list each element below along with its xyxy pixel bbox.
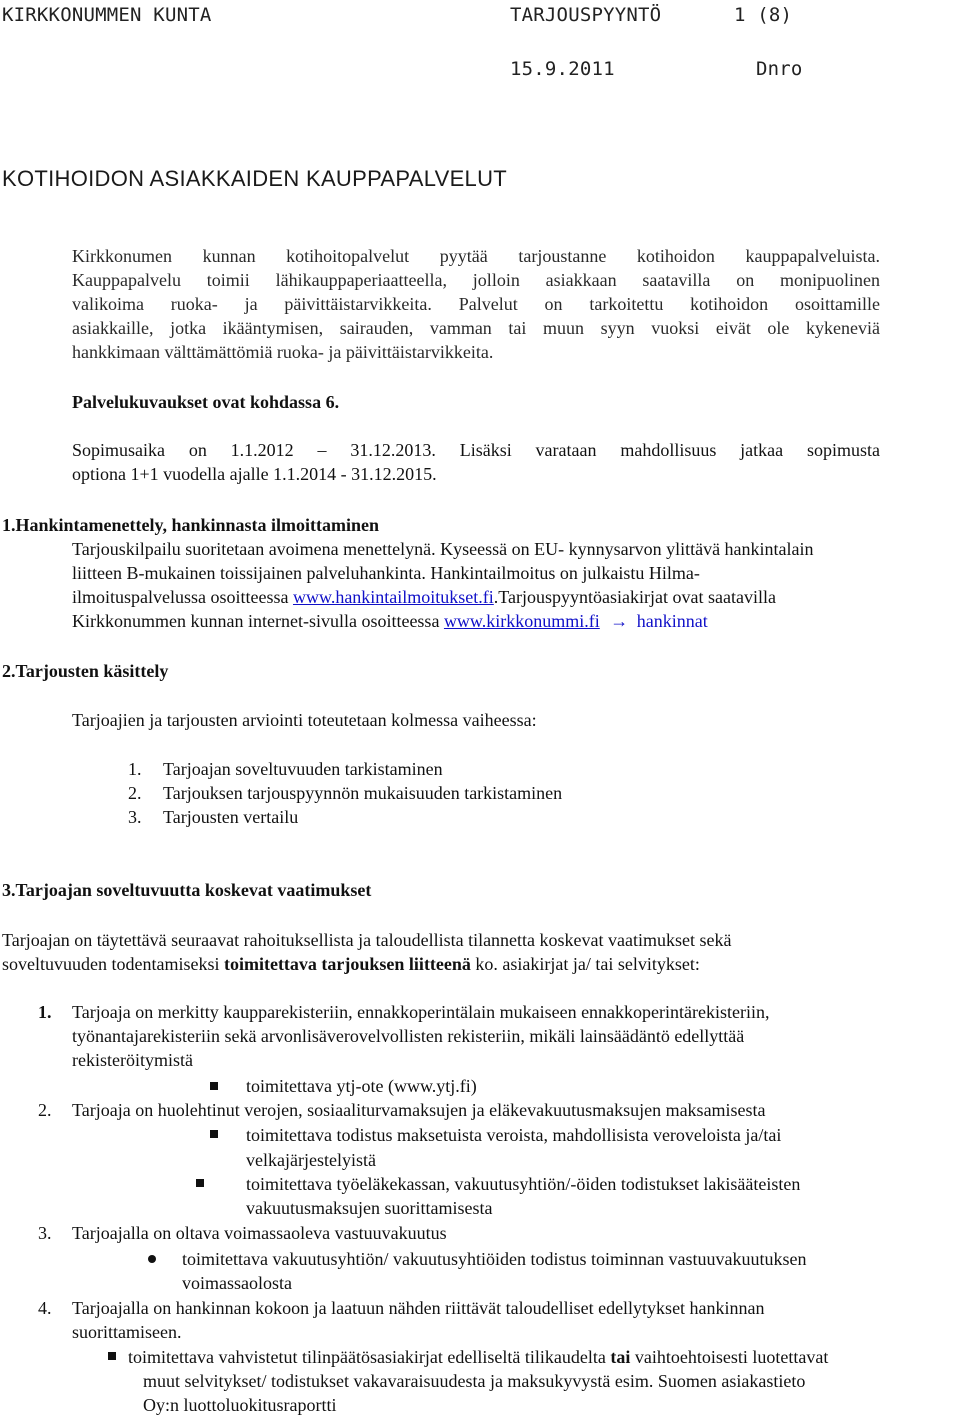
bullet-tail-text: vaihtoehtoisesti luotettavat bbox=[630, 1347, 829, 1367]
requirement-3-bullet-line-1: toimitettava vakuutusyhtiön/ vakuutusyhtiöiden todistus toiminnan vastuuvakuutuksen bbox=[182, 1249, 807, 1269]
square-bullet-icon bbox=[210, 1082, 218, 1090]
requirement-1-number: 1. bbox=[38, 1002, 52, 1022]
requirement-2-bullet-2-line-1: toimitettava työeläkekassan, vakuutusyhtiön/-öiden todistukset lakisääteisten bbox=[246, 1174, 801, 1194]
requirement-3-bullet-line-2: voimassaolosta bbox=[182, 1273, 292, 1293]
section-1-line-4-text: Kirkkonummen kunnan internet-sivulla osoitteessa bbox=[72, 611, 444, 631]
section-3-intro-line-1: Tarjoajan on täytettävä seuraavat rahoituksellista ja taloudellista tilannetta koskevat vaatimukset sekä bbox=[2, 930, 732, 950]
requirement-3-number: 3. bbox=[38, 1223, 52, 1243]
intro-line-5: hankkimaan välttämättömiä ruoka- ja päivittäistarvikkeita. bbox=[72, 342, 494, 362]
section-1-line-3 bbox=[72, 585, 776, 609]
intro-line-4: asiakkaille, jotka ikääntymisen, sairauden, vamman tai muun syyn vuoksi eivät ole kykeneviä bbox=[72, 318, 880, 338]
intro-text: soveltuvuuden todentamiseksi bbox=[2, 954, 224, 974]
service-description-note: Palvelukuvaukset ovat kohdassa 6. bbox=[72, 392, 340, 412]
requirement-1-bullet: toimitettava ytj-ote (www.ytj.fi) bbox=[246, 1076, 477, 1096]
requirement-4-line-1: Tarjoajalla on hankinnan kokoon ja laatuun nähden riittävät taloudelliset edellytykset hankinnan bbox=[72, 1298, 765, 1318]
requirement-2-number: 2. bbox=[38, 1100, 52, 1120]
intro-line-3: valikoima ruoka- ja päivittäistarvikkeita. Palvelut on tarkoitettu kotihoidon osoittamille bbox=[72, 294, 880, 314]
intro-line-2: Kauppapalvelu toimii lähikauppaperiaatteella, jolloin asiakkaan saatavilla on monipuolinen bbox=[72, 270, 880, 290]
square-bullet-icon bbox=[210, 1130, 218, 1138]
list-item: Tarjousten vertailu bbox=[163, 807, 299, 827]
square-bullet-icon bbox=[196, 1179, 204, 1187]
section-1-line-2: liitteen B-mukainen toissijainen palveluhankinta. Hankintailmoitus on julkaistu Hilma- bbox=[72, 563, 700, 583]
document-date: 15.9.2011 bbox=[510, 58, 615, 80]
municipality-name: KIRKKONUMMEN KUNTA bbox=[2, 4, 212, 26]
requirement-2-bullet-2-line-2: vakuutusmaksujen suorittamisesta bbox=[246, 1198, 493, 1218]
list-item-number: 2. bbox=[128, 783, 142, 803]
page-number: 1 (8) bbox=[734, 4, 793, 26]
list-item-number: 3. bbox=[128, 807, 142, 827]
arrow-right-icon: → bbox=[610, 611, 629, 631]
section-1-heading: 1.Hankintamenettely, hankinnasta ilmoittaminen bbox=[2, 515, 380, 535]
square-bullet-icon bbox=[108, 1352, 116, 1360]
requirement-1-line-1: Tarjoaja on merkitty kaupparekisteriin, ennakkoperintälain mukaiseen ennakkoperintärekisteriin, bbox=[72, 1002, 770, 1022]
intro-bold-text: toimitettava tarjouksen liitteenä bbox=[223, 954, 471, 974]
contract-period-line-2: optiona 1+1 vuodella ajalle 1.1.2014 - 31.12.2015. bbox=[72, 464, 437, 484]
contract-period-line-1: Sopimusaika on 1.1.2012 – 31.12.2013. Lisäksi varataan mahdollisuus jatkaa sopimusta bbox=[72, 440, 880, 460]
list-item: Tarjouksen tarjouspyynnön mukaisuuden tarkistaminen bbox=[163, 783, 563, 803]
hankintailmoitukset-link[interactable]: www.hankintailmoitukset.fi bbox=[292, 587, 494, 607]
section-1-line-3-tail: .Tarjouspyyntöasiakirjat ovat saatavilla bbox=[493, 587, 776, 607]
requirement-3-line: Tarjoajalla on oltava voimassaoleva vastuuvakuutus bbox=[72, 1223, 447, 1243]
hankinnat-link[interactable]: hankinnat bbox=[636, 611, 708, 631]
section-2-intro: Tarjoajien ja tarjousten arviointi toteutetaan kolmessa vaiheessa: bbox=[72, 710, 537, 730]
section-3-intro-line-2 bbox=[2, 952, 700, 976]
intro-tail-text: ko. asiakirjat ja/ tai selvitykset: bbox=[470, 954, 700, 974]
dnro-label: Dnro bbox=[756, 58, 803, 80]
requirement-2-bullet-1-line-2: velkajärjestelyistä bbox=[246, 1150, 376, 1170]
bullet-bold-text: tai bbox=[610, 1347, 631, 1367]
page-title: KOTIHOIDON ASIAKKAIDEN KAUPPAPALVELUT bbox=[2, 166, 508, 191]
requirement-4-line-2: suorittamiseen. bbox=[72, 1322, 182, 1342]
kirkkonummi-link[interactable]: www.kirkkonummi.fi bbox=[443, 611, 600, 631]
requirement-4-bullet-line-1 bbox=[128, 1345, 828, 1369]
requirement-4-bullet-line-3: Oy:n luottoluokitusraportti bbox=[143, 1395, 337, 1415]
requirement-4-number: 4. bbox=[38, 1298, 52, 1318]
requirement-4-bullet-line-2: muut selvitykset/ todistukset vakavaraisuudesta ja maksukyvystä esim. Suomen asiakastieto bbox=[143, 1371, 806, 1391]
section-1-line-1: Tarjouskilpailu suoritetaan avoimena menettelynä. Kyseessä on EU- kynnysarvon ylittävä hankintalain bbox=[72, 539, 814, 559]
requirement-1-line-2: työnantajarekisteriin sekä arvonlisäverovelvollisten rekisteriin, mikäli lainsäädäntö edellyttää bbox=[72, 1026, 745, 1046]
requirement-2-line: Tarjoaja on huolehtinut verojen, sosiaaliturvamaksujen ja eläkevakuutusmaksujen maksamisesta bbox=[72, 1100, 766, 1120]
requirement-2-bullet-1-line-1: toimitettava todistus maksetuista veroista, mahdollisista veroveloista ja/tai bbox=[246, 1125, 782, 1145]
section-1-line-3-text: ilmoituspalvelussa osoitteessa bbox=[72, 587, 293, 607]
round-bullet-icon bbox=[148, 1255, 156, 1263]
list-item: Tarjoajan soveltuvuuden tarkistaminen bbox=[163, 759, 443, 779]
intro-line-1: Kirkkonumen kunnan kotihoitopalvelut pyytää tarjoustanne kotihoidon kauppapalveluista. bbox=[72, 246, 880, 266]
section-1-line-4 bbox=[72, 609, 708, 633]
section-3-heading: 3.Tarjoajan soveltuvuutta koskevat vaatimukset bbox=[2, 880, 372, 900]
section-2-heading: 2.Tarjousten käsittely bbox=[2, 661, 169, 681]
document-type: TARJOUSPYYNTÖ bbox=[510, 4, 662, 26]
bullet-text: toimitettava vahvistetut tilinpäätösasiakirjat edelliseltä tilikaudelta bbox=[128, 1347, 611, 1367]
list-item-number: 1. bbox=[128, 759, 142, 779]
requirement-1-line-3: rekisteröitymistä bbox=[72, 1050, 193, 1070]
